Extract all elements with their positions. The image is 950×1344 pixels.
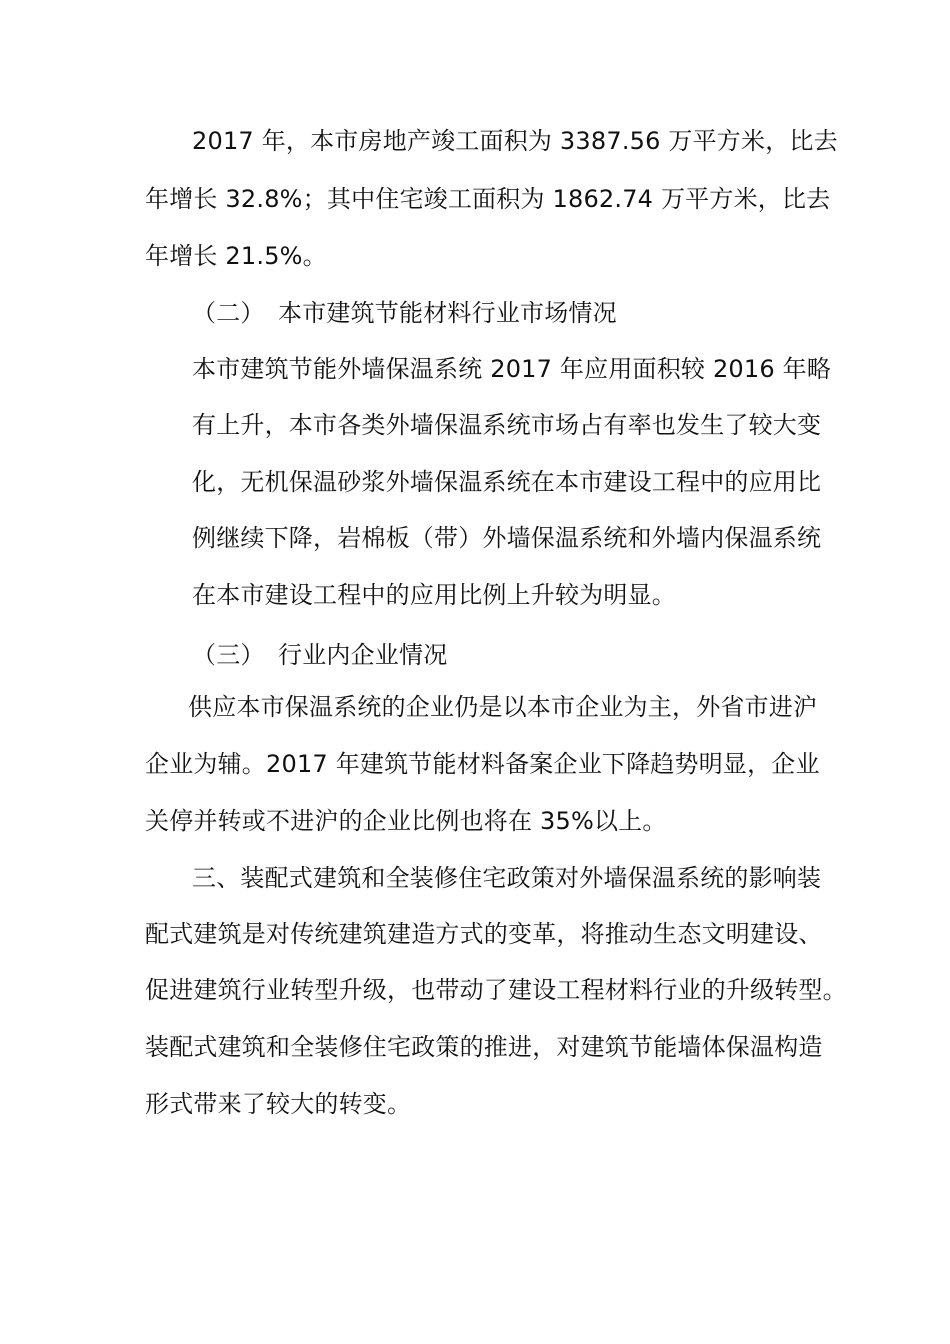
text-line: 例继续下降，岩棉板（带）外墙保温系统和外墙内保温系统 [192, 524, 822, 552]
section-number: （二） [192, 299, 265, 327]
text-line: 2017 年，本市房地产竣工面积为 3387.56 万平方米，比去 [192, 127, 838, 155]
text-line: 形式带来了较大的转变。 [145, 1090, 412, 1118]
text-line: 供应本市保温系统的企业仍是以本市企业为主，外省市进沪 [188, 693, 818, 721]
text-line: 关停并转或不进沪的企业比例也将在 35%以上。 [145, 807, 667, 835]
text-line: 企业为辅。2017 年建筑节能材料备案企业下降趋势明显，企业 [145, 750, 820, 778]
text-line: 年增长 32.8%；其中住宅竣工面积为 1862.74 万平方米，比去 [145, 185, 831, 213]
text-line: 三、装配式建筑和全装修住宅政策对外墙保温系统的影响装 [192, 864, 822, 892]
text-line: 配式建筑是对传统建筑建造方式的变革，将推动生态文明建设、 [145, 920, 823, 948]
text-line: 有上升，本市各类外墙保温系统市场占有率也发生了较大变 [192, 411, 822, 439]
section-title: 行业内企业情况 [278, 641, 448, 669]
text-line: 促进建筑行业转型升级，也带动了建设工程材料行业的升级转型。 [145, 976, 847, 1004]
section-title: 本市建筑节能材料行业市场情况 [278, 299, 617, 327]
text-line: 装配式建筑和全装修住宅政策的推进，对建筑节能墙体保温构造 [145, 1033, 823, 1061]
section-number: （三） [192, 641, 265, 669]
text-line: 年增长 21.5%。 [145, 242, 327, 270]
text-line: 本市建筑节能外墙保温系统 2017 年应用面积较 2016 年略 [192, 355, 832, 383]
text-line: 在本市建设工程中的应用比例上升较为明显。 [192, 581, 676, 609]
text-line: 化，无机保温砂浆外墙保温系统在本市建设工程中的应用比 [192, 468, 822, 496]
